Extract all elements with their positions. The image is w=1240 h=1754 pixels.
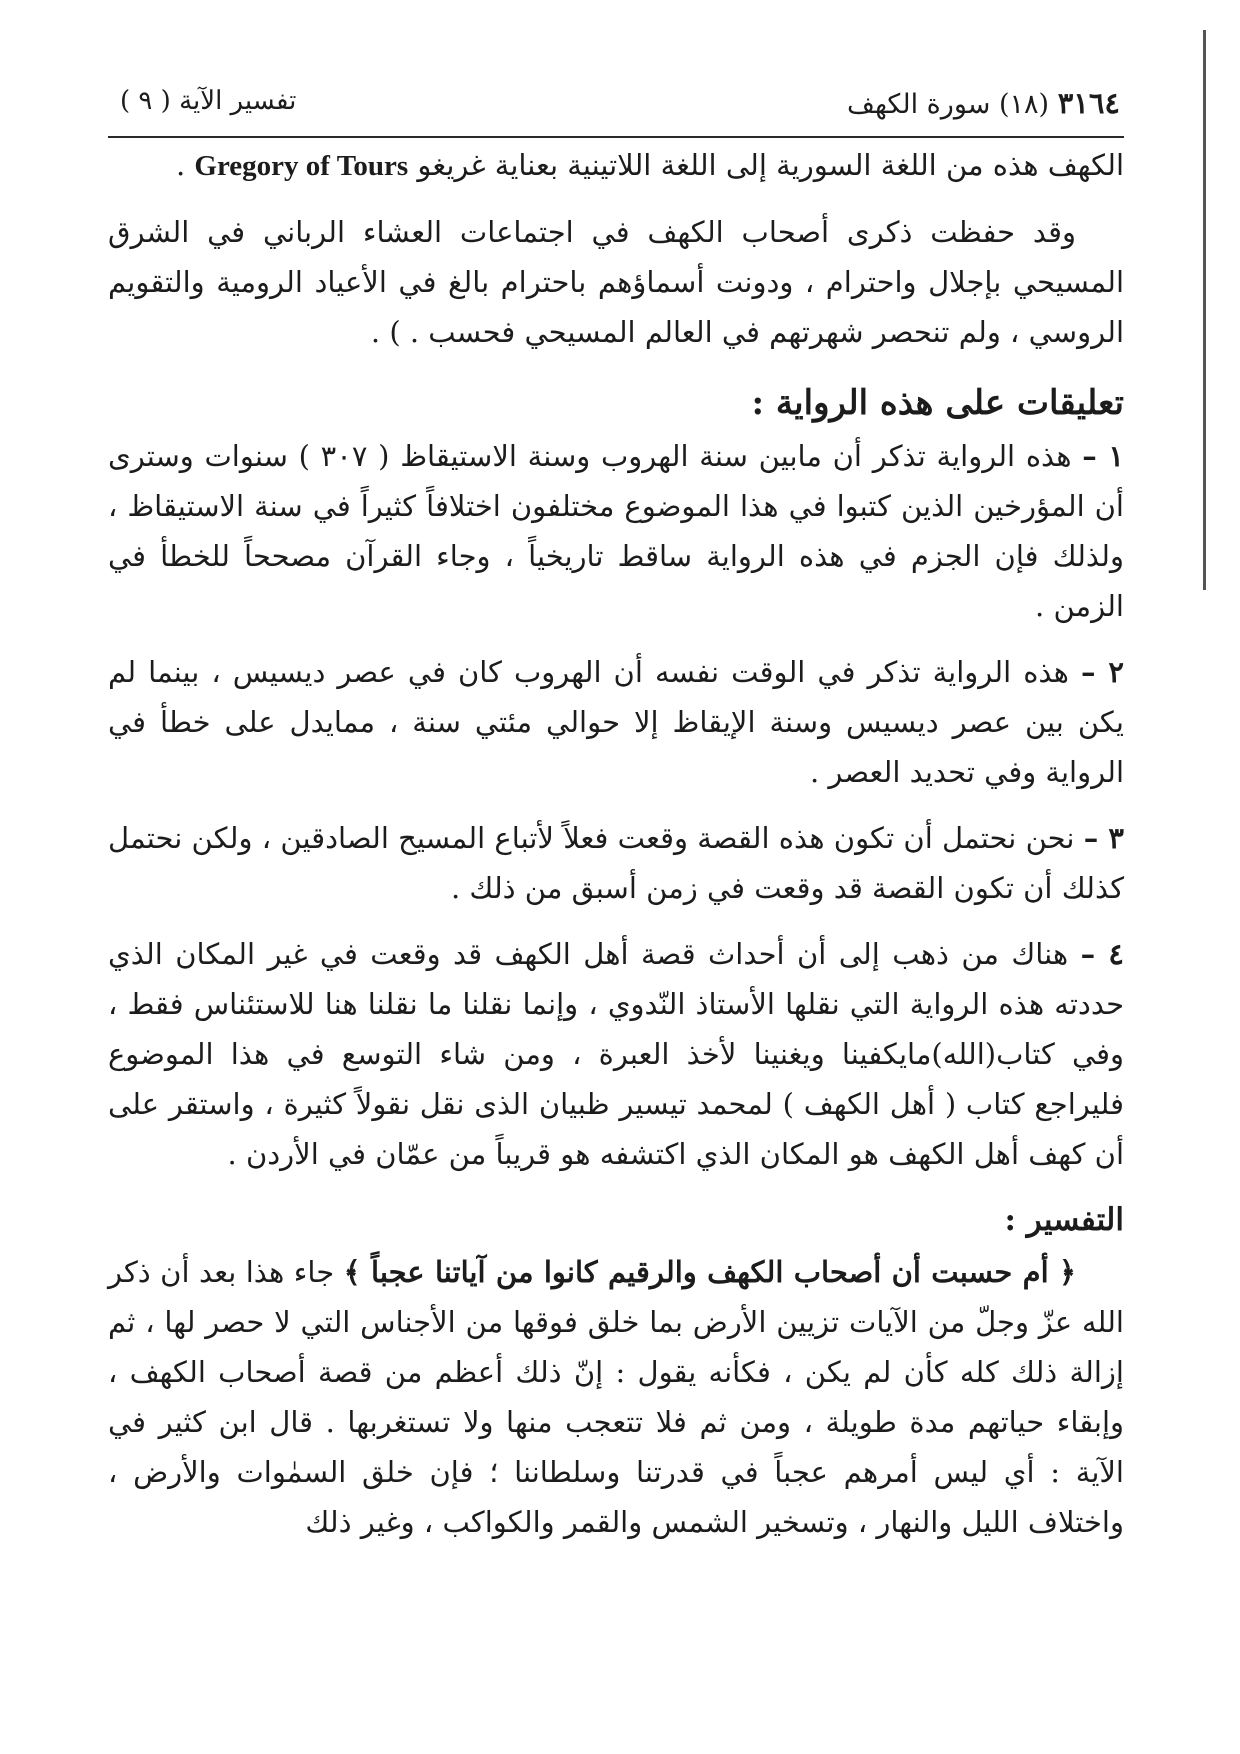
header-surah (847, 86, 1120, 120)
intro-line (108, 140, 1124, 191)
margin-line (1203, 30, 1206, 590)
tafsir-paragraph (108, 1247, 1124, 1547)
comment-number: ٢ – (1081, 655, 1124, 689)
verse-reference: تفسير الآية ( ٩ ) (120, 86, 297, 116)
page-number: ٣١٦٤ (1057, 86, 1120, 120)
comment-number: ١ – (1082, 439, 1124, 473)
page-content (108, 140, 1124, 1547)
comment-text: نحن نحتمل أن تكون هذه القصة وقعت فعلاً لأتباع المسيح الصادقين ، ولكن نحتمل كذلك أن تكون القصة قد وقعت في زمن أسبق من ذلك . (108, 821, 1124, 905)
intro-latin-name: Gregory of Tours (194, 150, 409, 182)
intro-line-end: . (175, 148, 186, 182)
comment-item-1 (108, 431, 1124, 631)
intro-line-arabic: الكهف هذه من اللغة السورية إلى اللغة اللاتينية بعناية غريغو (417, 148, 1124, 182)
comment-text: هذه الرواية تذكر في الوقت نفسه أن الهروب كان في عصر ديسيس ، بينما لم يكن بين عصر ديسيس وسنة الإيقاظ إلا حوالي مئتي سنة ، ممايدل على خطأ في الرواية وفي تحديد العصر . (108, 655, 1124, 789)
comment-item-4 (108, 929, 1124, 1179)
surah-title: (١٨) سورة الكهف (847, 89, 1050, 120)
comment-item-2 (108, 647, 1124, 797)
comment-text: هذه الرواية تذكر أن مابين سنة الهروب وسنة الاستيقاظ ( ٣٠٧ ) سنوات وسترى أن المؤرخين الذين كتبوا في هذا الموضوع مختلفون اختلافاً كثيراً في سنة الاستيقاظ ، ولذلك فإن الجزم في هذه الرواية ساقط تاريخياً ، وجاء القرآن مصححاً للخطأ في الزمن . (108, 439, 1124, 623)
quran-verse: ﴿ أم حسبت أن أصحاب الكهف والرقيم كانوا من آياتنا عجباً ﴾ (343, 1255, 1077, 1289)
comments-heading: تعليقات على هذه الرواية : (751, 383, 1124, 423)
page-header (120, 78, 1120, 128)
tafsir-text: جاء هذا بعد أن ذكر الله عزّ وجلّ من الآيات تزيين الأرض بما خلق فوقها من الأجناس التي لا حصر لها ، ثم إزالة ذلك كله كأن لم يكن ، فكأنه يقول : إنّ ذلك أعظم من قصة أصحاب الكهف ، وإبقاء حياتهم مدة طويلة ، ومن ثم فلا تتعجب منها ولا تستغربها . قال ابن كثير في الآية : أي ليس أمرهم عجباً في قدرتنا وسلطاننا ؛ فإن خلق السمٰوات والأرض ، واختلاف الليل والنهار ، وتسخير الشمس والقمر والكواكب ، وغير ذلك (108, 1255, 1124, 1539)
comment-text: هناك من ذهب إلى أن أحداث قصة أهل الكهف قد وقعت في غير المكان الذي حددته هذه الرواية التي نقلها الأستاذ النّدوي ، وإنما نقلنا ما نقلنا هنا للاستئناس فقط ، وفي كتاب(الله)مايكفينا ويغنينا لأخذ العبرة ، ومن شاء التوسع في هذا الموضوع فليراجع كتاب ( أهل الكهف ) لمحمد تيسير ظبيان الذى نقل نقولاً كثيرة ، واستقر على أن كهف أهل الكهف هو المكان الذي اكتشفه هو قريباً من عمّان في الأردن . (108, 937, 1124, 1171)
comment-item-3 (108, 813, 1124, 913)
header-rule (108, 136, 1124, 138)
tafsir-heading: التفسير : (1004, 1202, 1124, 1238)
comment-number: ٤ – (1080, 937, 1124, 971)
intro-paragraph: وقد حفظت ذكرى أصحاب الكهف في اجتماعات العشاء الرباني في الشرق المسيحي بإجلال واحترام ، ودونت أسماؤهم باحترام بالغ في الأعياد الرومية والتقويم الروسي ، ولم تنحصر شهرتهم في العالم المسيحي فحسب . ) . (108, 215, 1124, 349)
comment-number: ٣ – (1083, 821, 1124, 855)
